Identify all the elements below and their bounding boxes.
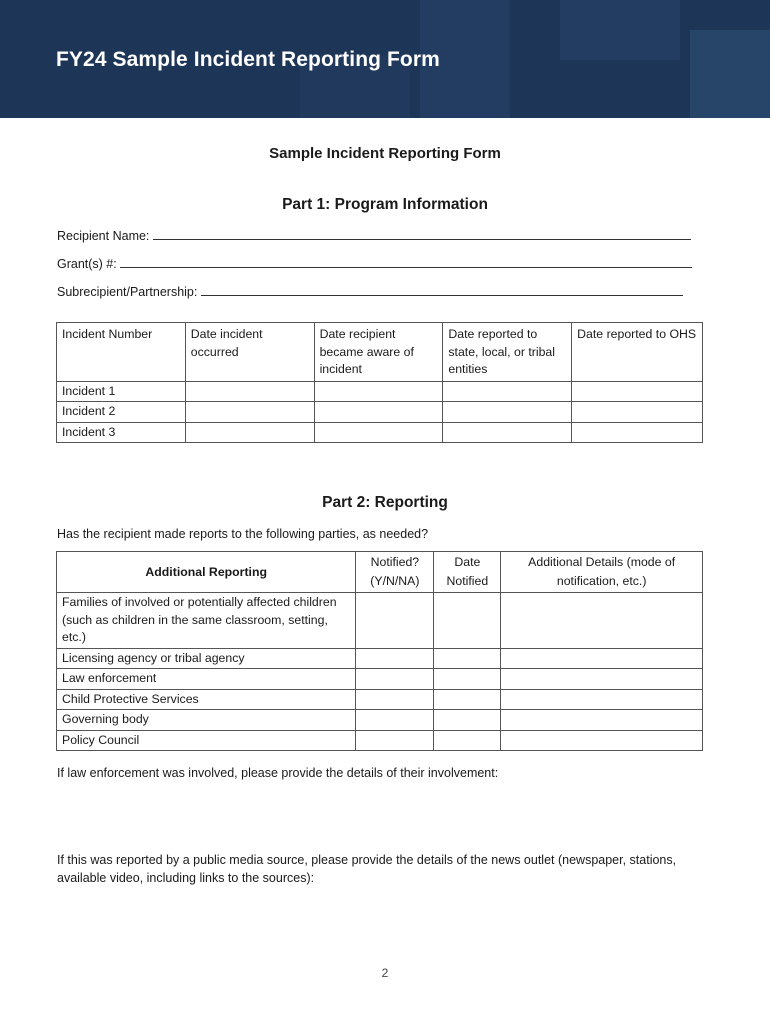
incident-table-header	[57, 323, 703, 382]
table-cell[interactable]	[314, 402, 443, 423]
table-cell[interactable]	[314, 422, 443, 443]
table-row	[57, 593, 703, 649]
field-label: Recipient Name:	[57, 229, 150, 243]
document-title: FY24 Sample Incident Reporting Form	[56, 48, 440, 71]
page-number: 2	[381, 966, 389, 980]
table-cell[interactable]	[572, 402, 703, 423]
law-enforcement-question: If law enforcement was involved, please provide the details of their involvement:	[57, 766, 499, 780]
row-label: Policy Council	[57, 730, 356, 751]
field-label: Grant(s) #:	[57, 257, 117, 271]
part1-heading: Part 1: Program Information	[282, 196, 488, 213]
table-row	[57, 730, 703, 751]
reporting-question: Has the recipient made reports to the following parties, as needed?	[57, 527, 429, 541]
table-row	[57, 669, 703, 690]
table-row	[57, 648, 703, 669]
row-label: Law enforcement	[57, 669, 356, 690]
table-cell[interactable]	[501, 689, 703, 710]
table-row	[57, 689, 703, 710]
table-cell[interactable]	[501, 710, 703, 731]
table-cell[interactable]	[434, 730, 501, 751]
table-cell[interactable]	[434, 689, 501, 710]
table-cell[interactable]	[434, 710, 501, 731]
table-cell[interactable]	[572, 381, 703, 402]
table-cell[interactable]	[356, 669, 434, 690]
row-label: Incident 1	[57, 381, 186, 402]
table-cell[interactable]	[356, 689, 434, 710]
table-cell[interactable]	[443, 402, 572, 423]
field-label: Subrecipient/Partnership:	[57, 285, 198, 299]
table-cell[interactable]	[443, 381, 572, 402]
recipient-name-line[interactable]	[153, 228, 691, 240]
banner-decoration	[560, 0, 680, 60]
column-header: Date recipient became aware of incident	[314, 323, 443, 382]
table-row	[57, 710, 703, 731]
table-cell[interactable]	[185, 422, 314, 443]
table-cell[interactable]	[185, 381, 314, 402]
header-banner	[0, 0, 770, 118]
row-label: Families of involved or potentially affected children (such as children in the same classroom, setting, etc.)	[57, 593, 356, 649]
table-cell[interactable]	[572, 422, 703, 443]
reporting-table-header	[57, 552, 703, 593]
grant-number-field[interactable]	[57, 256, 692, 271]
table-cell[interactable]	[434, 669, 501, 690]
incident-table	[56, 322, 703, 443]
table-cell[interactable]	[356, 648, 434, 669]
table-cell[interactable]	[356, 593, 434, 649]
row-label: Child Protective Services	[57, 689, 356, 710]
part2-heading: Part 2: Reporting	[322, 494, 448, 511]
subrecipient-field[interactable]	[57, 284, 683, 299]
subrecipient-line[interactable]	[201, 284, 683, 296]
table-row	[57, 422, 703, 443]
table-cell[interactable]	[434, 648, 501, 669]
column-header: Incident Number	[57, 323, 186, 382]
column-header: Notified? (Y/N/NA)	[356, 552, 434, 593]
column-header: Date reported to state, local, or tribal entities	[443, 323, 572, 382]
additional-reporting-table	[56, 551, 703, 751]
column-header: Date incident occurred	[185, 323, 314, 382]
column-header: Additional Reporting	[57, 552, 356, 593]
row-label: Incident 3	[57, 422, 186, 443]
table-cell[interactable]	[356, 730, 434, 751]
row-label: Licensing agency or tribal agency	[57, 648, 356, 669]
banner-decoration	[690, 30, 770, 118]
row-label: Governing body	[57, 710, 356, 731]
table-cell[interactable]	[501, 593, 703, 649]
table-cell[interactable]	[501, 648, 703, 669]
table-cell[interactable]	[501, 730, 703, 751]
recipient-name-field[interactable]	[57, 228, 691, 243]
row-label: Incident 2	[57, 402, 186, 423]
table-row	[57, 381, 703, 402]
column-header: Additional Details (mode of notification, etc.)	[501, 552, 703, 593]
form-title: Sample Incident Reporting Form	[269, 145, 501, 162]
table-cell[interactable]	[185, 402, 314, 423]
table-cell[interactable]	[434, 593, 501, 649]
table-cell[interactable]	[501, 669, 703, 690]
table-cell[interactable]	[356, 710, 434, 731]
column-header: Date Notified	[434, 552, 501, 593]
table-cell[interactable]	[314, 381, 443, 402]
public-media-question: If this was reported by a public media source, please provide the details of the news outlet (newspaper, stations, available video, including links to the sources):	[57, 853, 677, 885]
grant-number-line[interactable]	[120, 256, 692, 268]
column-header: Date reported to OHS	[572, 323, 703, 382]
table-row	[57, 402, 703, 423]
table-cell[interactable]	[443, 422, 572, 443]
